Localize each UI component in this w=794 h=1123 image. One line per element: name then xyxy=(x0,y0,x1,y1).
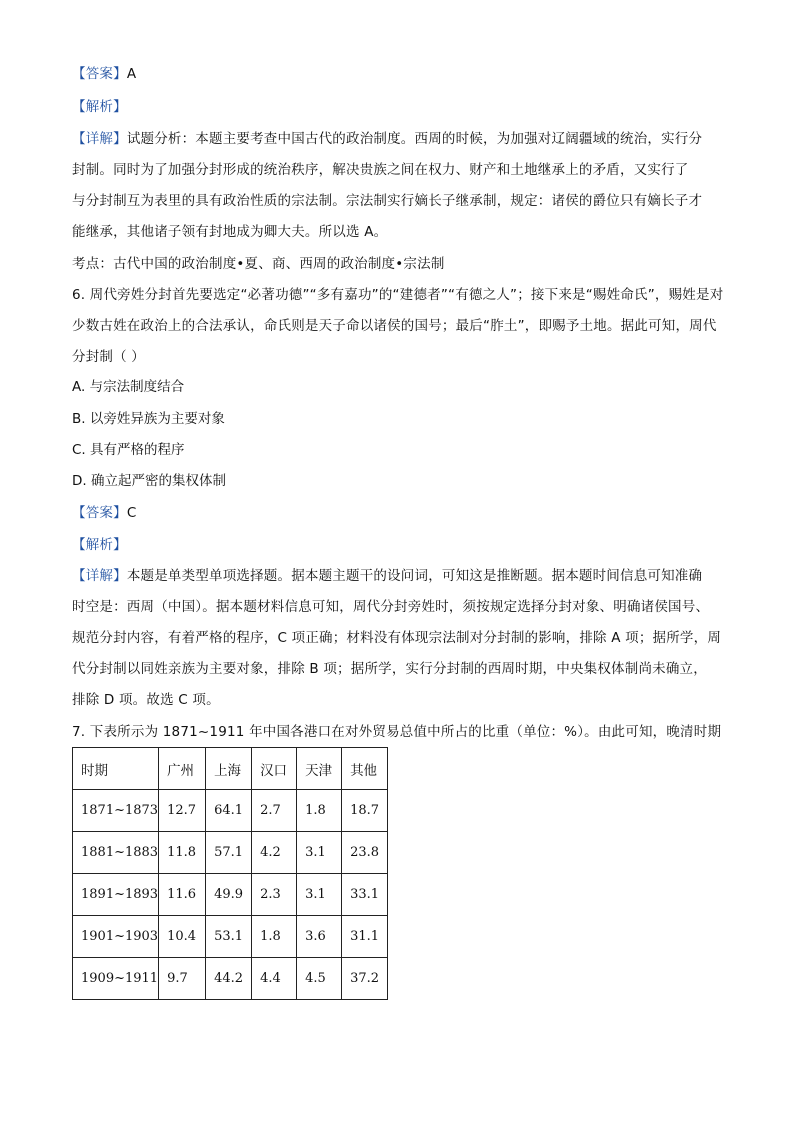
table-row xyxy=(73,958,388,1000)
question-line: 少数古姓在政治上的合法承认，命氏则是天子命以诸侯的国号；最后“胙土”，即赐予土地。据此可知，周代 xyxy=(72,318,717,334)
table-cell: 1871~1873 xyxy=(73,790,159,832)
table-cell: 3.1 xyxy=(297,832,342,874)
analysis-tag: 【解析】 xyxy=(72,99,127,115)
table-cell: 31.1 xyxy=(342,916,388,958)
table-cell: 53.1 xyxy=(206,916,252,958)
table-header-cell: 天津 xyxy=(297,748,342,790)
detail-tag: 【详解】 xyxy=(72,131,127,147)
answer-tag: 【答案】 xyxy=(72,505,127,521)
table-header-cell: 广州 xyxy=(159,748,206,790)
table-cell: 23.8 xyxy=(342,832,388,874)
table-header-cell: 汉口 xyxy=(252,748,297,790)
option-b: B. 以旁姓异族为主要对象 xyxy=(72,411,225,427)
table-cell: 10.4 xyxy=(159,916,206,958)
analysis-heading-2 xyxy=(72,530,724,561)
table-cell: 9.7 xyxy=(159,958,206,1000)
detail-line: 与分封制互为表里的具有政治性质的宗法制。宗法制实行嫡长子继承制，规定：诸侯的爵位只有嫡长子才 xyxy=(72,193,703,209)
option-a: A. 与宗法制度结合 xyxy=(72,379,185,395)
detail-tag: 【详解】 xyxy=(72,568,127,584)
question-7-stem: 7. 下表所示为 1871~1911 年中国各港口在对外贸易总值中所占的比重（单位：%）。由此可知，晚清时期 xyxy=(72,724,722,740)
answer-tag: 【答案】 xyxy=(72,66,127,82)
analysis-heading-1 xyxy=(72,92,724,123)
table-cell: 44.2 xyxy=(206,958,252,1000)
answer-value: A xyxy=(126,66,137,82)
table-cell: 3.1 xyxy=(297,874,342,916)
table-cell: 4.4 xyxy=(252,958,297,1000)
detail-line: 时空是：西周（中国）。据本题材料信息可知，周代分封旁姓时，须按规定选择分封对象、明确诸侯国号、 xyxy=(72,599,710,615)
table-cell: 1901~1903 xyxy=(73,916,159,958)
detail-line: 排除 D 项。故选 C 项。 xyxy=(72,692,220,708)
table-cell: 64.1 xyxy=(206,790,252,832)
table-cell: 2.3 xyxy=(252,874,297,916)
detail-line: 【详解】试题分析：本题主要考查中国古代的政治制度。西周的时候，为加强对辽阔疆域的统治，实行分 xyxy=(72,131,703,147)
trade-share-table xyxy=(72,747,388,1000)
detail-paragraph-1 xyxy=(72,124,724,248)
analysis-tag: 【解析】 xyxy=(72,537,127,553)
table-cell: 1891~1893 xyxy=(73,874,159,916)
table-row xyxy=(73,790,388,832)
table-cell: 11.6 xyxy=(159,874,206,916)
table-cell: 12.7 xyxy=(159,790,206,832)
question-line: 分封制（ ） xyxy=(72,349,145,365)
detail-paragraph-2 xyxy=(72,561,724,716)
table-header-cell: 上海 xyxy=(206,748,252,790)
table-header-cell: 时期 xyxy=(73,748,159,790)
table-cell: 1.8 xyxy=(297,790,342,832)
kaodian-line: 考点：古代中国的政治制度•夏、商、西周的政治制度•宗法制 xyxy=(72,256,445,272)
table-header-cell: 其他 xyxy=(342,748,388,790)
table-cell: 3.6 xyxy=(297,916,342,958)
detail-line: 封制。同时为了加强分封形成的统治秩序，解决贵族之间在权力、财产和土地继承上的矛盾，又实行了 xyxy=(72,162,689,178)
answer-value: C xyxy=(126,505,137,521)
detail-line: 能继承，其他诸子领有封地成为卿大夫。所以选 A。 xyxy=(72,224,388,240)
option-c: C. 具有严格的程序 xyxy=(72,442,185,458)
detail-line: 代分封制以同姓亲族为主要对象，排除 B 项；据所学，实行分封制的西周时期，中央集权体制尚未确立， xyxy=(72,661,707,677)
table-cell: 37.2 xyxy=(342,958,388,1000)
table-cell: 18.7 xyxy=(342,790,388,832)
option-d: D. 确立起严密的集权体制 xyxy=(72,473,226,489)
answer-line-2 xyxy=(72,498,724,529)
table-header-row xyxy=(73,748,388,790)
table-cell: 57.1 xyxy=(206,832,252,874)
detail-line: 【详解】本题是单类型单项选择题。据本题主题干的设问词，可知这是推断题。据本题时间信息可知准确 xyxy=(72,568,703,584)
question-line: 6. 周代旁姓分封首先要选定“必著功德”“多有嘉功”的“建德者”“有德之人”；接下来是“赐姓命氏”，赐姓是对 xyxy=(72,287,724,303)
table-row xyxy=(73,916,388,958)
detail-line: 规范分封内容，有着严格的程序，C 项正确；材料没有体现宗法制对分封制的影响，排除 A 项；据所学，周 xyxy=(72,630,722,646)
table-cell: 2.7 xyxy=(252,790,297,832)
question-6-stem xyxy=(72,280,724,373)
table-row xyxy=(73,832,388,874)
answer-line-1 xyxy=(72,59,724,90)
table-cell: 33.1 xyxy=(342,874,388,916)
table-cell: 11.8 xyxy=(159,832,206,874)
table-cell: 1881~1883 xyxy=(73,832,159,874)
table-cell: 1909~1911 xyxy=(73,958,159,1000)
table-row xyxy=(73,874,388,916)
table-cell: 1.8 xyxy=(252,916,297,958)
table-cell: 49.9 xyxy=(206,874,252,916)
table-cell: 4.5 xyxy=(297,958,342,1000)
table-cell: 4.2 xyxy=(252,832,297,874)
